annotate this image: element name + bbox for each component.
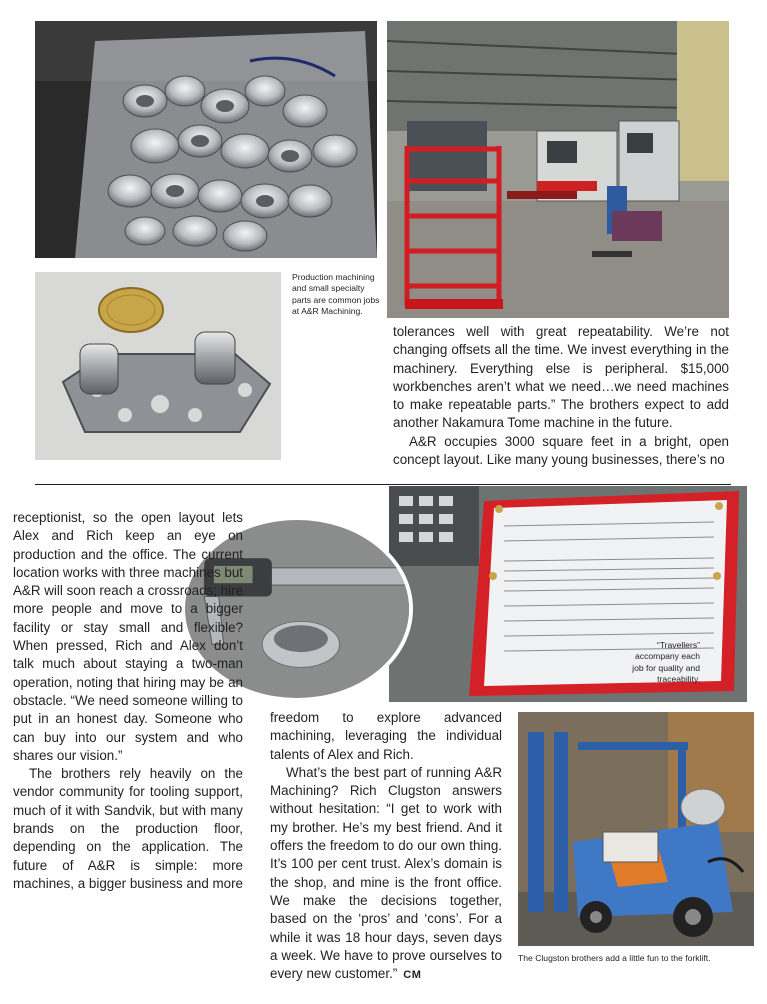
paragraph: receptionist, so the open layout lets Alex and Rich keep an eye on production and the office. The current location works with three machines but A&R will soon reach a crossroads; hire more people and move to a bigger facility or stay small and flexible? When pressed, Rich and Alex don’t talk much about staying a two-man operation, noting that hiring may be an obstacle. “We need someone willing to put in an honest day. Someone who can buy into our system and who shares our vision.” xyxy=(13,510,243,763)
paragraph-text: What’s the best part of running A&R Machining? Rich Clugston answers without hesitation: “I get to work with my brother. He’s my best friend. And it offers the freedom to do our own thing. It’s 100 per cent trust. Alex’s domain is the shop, and mine is the front office. We make the decisions together, based on the ‘pros’ and ‘cons’. For a while it was 18 hour days, seven days a week. We have to prove ourselves to every new customer.” xyxy=(270,764,502,982)
paragraph: tolerances well with great repeatability. We’re not changing offsets all the time. We invest everything in the machinery. Everything else is peripheral. $15,000 workbenches aren’t what we need…we need machines to make repeatable parts.” The brothers expect to add another Nakamura Tome machine in the future. xyxy=(393,324,729,431)
caption-travellers: “Travellers” accompany each job for quality and traceability. xyxy=(632,640,700,684)
paragraph: The brothers rely heavily on the vendor community for tooling support, much of it with Sandvik, but with many brands on the production floor, depending on the application. The future of A&R is simple: more machines, a bigger business and more xyxy=(13,766,244,891)
photo-part-coin xyxy=(35,272,281,460)
section-divider xyxy=(35,484,731,485)
paragraph: freedom to explore advanced machining, leveraging the individual talents of Alex and Rich. xyxy=(270,710,502,762)
paragraph: A&R occupies 3000 square feet in a bright, open concept layout. Like many young businesses, there’s no xyxy=(393,433,729,468)
article-column-top xyxy=(393,323,729,469)
article-column-mid xyxy=(270,709,502,984)
photo-shop-floor xyxy=(387,21,729,318)
paragraph xyxy=(270,764,502,985)
article-column-left xyxy=(13,509,243,893)
caption-production: Production machining and small specialty parts are common jobs at A&R Machining. xyxy=(292,272,380,316)
end-mark: CM xyxy=(403,969,422,982)
photo-parts-bag xyxy=(35,21,377,258)
caption-forklift: The Clugston brothers add a little fun to the forklift. xyxy=(518,953,711,963)
photo-forklift xyxy=(518,712,754,946)
